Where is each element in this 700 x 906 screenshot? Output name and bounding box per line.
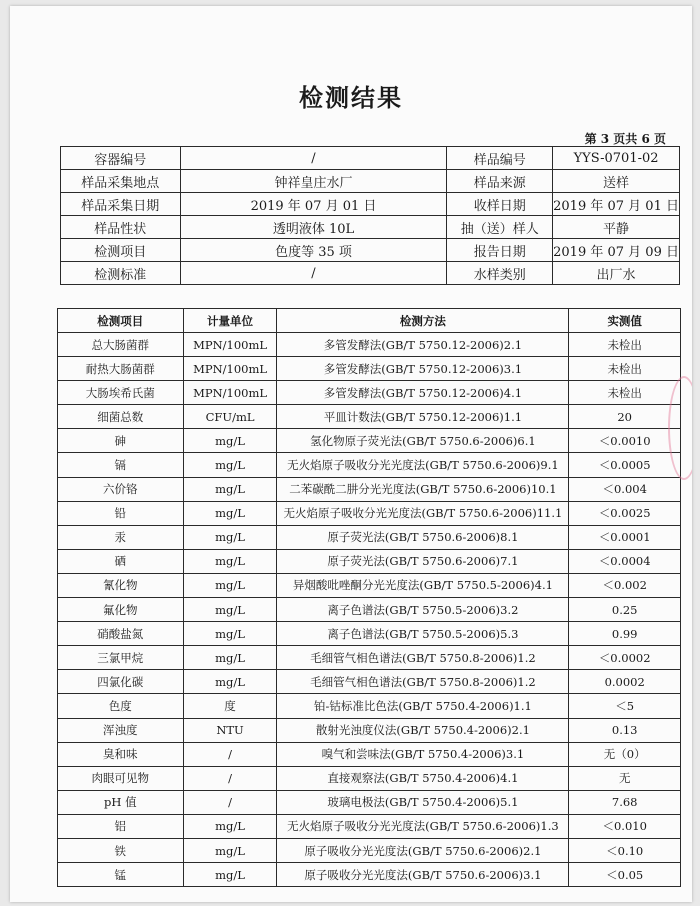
cell-value: 0.13: [569, 718, 681, 742]
cell-value: ＜0.0004: [569, 549, 681, 573]
cell-unit: /: [183, 766, 277, 790]
cell-item: 细菌总数: [58, 405, 184, 429]
info-row: [61, 216, 680, 239]
cell-value: ＜0.010: [569, 814, 681, 838]
info-value-right: 平静: [553, 216, 680, 239]
cell-unit: mg/L: [183, 525, 277, 549]
cell-item: 肉眼可见物: [58, 766, 184, 790]
cell-value: 未检出: [569, 381, 681, 405]
cell-item: 铅: [58, 501, 184, 525]
cell-unit: mg/L: [183, 453, 277, 477]
info-label-left: 检测项目: [61, 239, 181, 262]
table-row: [58, 694, 681, 718]
cell-value: 无: [569, 766, 681, 790]
table-row: [58, 405, 681, 429]
cell-unit: /: [183, 742, 277, 766]
cell-item: 硝酸盐氮: [58, 622, 184, 646]
sample-info-table: [60, 146, 680, 285]
cell-method: 嗅气和尝味法(GB/T 5750.4-2006)3.1: [277, 742, 569, 766]
cell-unit: mg/L: [183, 598, 277, 622]
header-unit: 计量单位: [183, 309, 277, 333]
info-row: [61, 147, 680, 170]
header-value: 实测值: [569, 309, 681, 333]
cell-value: ＜0.004: [569, 477, 681, 501]
info-row: [61, 193, 680, 216]
cell-method: 直接观察法(GB/T 5750.4-2006)4.1: [277, 766, 569, 790]
cell-value: ＜0.0010: [569, 429, 681, 453]
cell-item: 总大肠菌群: [58, 333, 184, 357]
table-row: [58, 622, 681, 646]
info-label-left: 检测标准: [61, 262, 181, 285]
table-row: [58, 670, 681, 694]
cell-method: 无火焰原子吸收分光光度法(GB/T 5750.6-2006)9.1: [277, 453, 569, 477]
info-label-right: 抽（送）样人: [447, 216, 553, 239]
cell-method: 平皿计数法(GB/T 5750.12-2006)1.1: [277, 405, 569, 429]
table-row: [58, 477, 681, 501]
cell-value: ＜5: [569, 694, 681, 718]
cell-method: 氢化物原子荧光法(GB/T 5750.6-2006)6.1: [277, 429, 569, 453]
cell-unit: mg/L: [183, 573, 277, 597]
cell-unit: MPN/100mL: [183, 381, 277, 405]
info-label-right: 水样类别: [447, 262, 553, 285]
info-value-left: /: [180, 262, 447, 285]
cell-method: 散射光浊度仪法(GB/T 5750.4-2006)2.1: [277, 718, 569, 742]
info-label-left: 样品性状: [61, 216, 181, 239]
table-row: [58, 838, 681, 862]
cell-value: 7.68: [569, 790, 681, 814]
cell-value: 20: [569, 405, 681, 429]
table-row: [58, 549, 681, 573]
info-value-right: 2019 年 07 月 01 日: [553, 193, 680, 216]
cell-item: 三氯甲烷: [58, 646, 184, 670]
table-row: [58, 742, 681, 766]
table-row: [58, 766, 681, 790]
cell-value: 0.99: [569, 622, 681, 646]
header-method: 检测方法: [277, 309, 569, 333]
cell-method: 无火焰原子吸收分光光度法(GB/T 5750.6-2006)11.1: [277, 501, 569, 525]
cell-value: ＜0.0002: [569, 646, 681, 670]
cell-item: 大肠埃希氏菌: [58, 381, 184, 405]
info-value-left: /: [180, 147, 447, 170]
info-value-right: 出厂水: [553, 262, 680, 285]
cell-method: 二苯碳酰二肼分光光度法(GB/T 5750.6-2006)10.1: [277, 477, 569, 501]
table-row: [58, 525, 681, 549]
cell-unit: mg/L: [183, 501, 277, 525]
info-label-right: 报告日期: [447, 239, 553, 262]
header-item: 检测项目: [58, 309, 184, 333]
cell-method: 多管发酵法(GB/T 5750.12-2006)2.1: [277, 333, 569, 357]
cell-method: 玻璃电极法(GB/T 5750.4-2006)5.1: [277, 790, 569, 814]
cell-value: 未检出: [569, 333, 681, 357]
cell-unit: mg/L: [183, 838, 277, 862]
info-value-right: 2019 年 07 月 09 日: [553, 239, 680, 262]
cell-unit: 度: [183, 694, 277, 718]
info-value-right: YYS-0701-02: [553, 147, 680, 170]
cell-item: 铝: [58, 814, 184, 838]
cell-item: 铁: [58, 838, 184, 862]
table-row: [58, 333, 681, 357]
table-row: [58, 501, 681, 525]
info-label-left: 样品采集地点: [61, 170, 181, 193]
cell-method: 铂-钴标准比色法(GB/T 5750.4-2006)1.1: [277, 694, 569, 718]
cell-unit: mg/L: [183, 863, 277, 887]
cell-unit: CFU/mL: [183, 405, 277, 429]
table-row: [58, 453, 681, 477]
cell-method: 原子吸收分光光度法(GB/T 5750.6-2006)3.1: [277, 863, 569, 887]
cell-value: 0.25: [569, 598, 681, 622]
table-row: [58, 863, 681, 887]
cell-unit: mg/L: [183, 549, 277, 573]
info-row: [61, 262, 680, 285]
table-row: [58, 790, 681, 814]
cell-value: 未检出: [569, 357, 681, 381]
info-value-left: 色度等 35 项: [180, 239, 447, 262]
cell-item: pH 值: [58, 790, 184, 814]
cell-item: 镉: [58, 453, 184, 477]
cell-method: 多管发酵法(GB/T 5750.12-2006)4.1: [277, 381, 569, 405]
table-row: [58, 381, 681, 405]
page-indicator: 第 3 页共 6 页: [584, 132, 666, 146]
cell-value: ＜0.05: [569, 863, 681, 887]
results-header-row: [58, 309, 681, 333]
cell-item: 浑浊度: [58, 718, 184, 742]
cell-method: 原子荧光法(GB/T 5750.6-2006)8.1: [277, 525, 569, 549]
info-label-right: 收样日期: [447, 193, 553, 216]
cell-method: 多管发酵法(GB/T 5750.12-2006)3.1: [277, 357, 569, 381]
cell-value: 0.0002: [569, 670, 681, 694]
cell-unit: mg/L: [183, 477, 277, 501]
table-row: [58, 357, 681, 381]
cell-item: 六价铬: [58, 477, 184, 501]
cell-unit: mg/L: [183, 622, 277, 646]
cell-value: ＜0.10: [569, 838, 681, 862]
cell-method: 无火焰原子吸收分光光度法(GB/T 5750.6-2006)1.3: [277, 814, 569, 838]
cell-method: 毛细管气相色谱法(GB/T 5750.8-2006)1.2: [277, 670, 569, 694]
info-value-left: 钟祥皇庄水厂: [180, 170, 447, 193]
info-value-left: 2019 年 07 月 01 日: [180, 193, 447, 216]
cell-unit: mg/L: [183, 429, 277, 453]
cell-item: 氟化物: [58, 598, 184, 622]
cell-method: 离子色谱法(GB/T 5750.5-2006)5.3: [277, 622, 569, 646]
info-value-right: 送样: [553, 170, 680, 193]
cell-item: 耐热大肠菌群: [58, 357, 184, 381]
table-row: [58, 814, 681, 838]
cell-unit: mg/L: [183, 814, 277, 838]
page-title: 检测结果: [299, 83, 403, 112]
info-row: [61, 170, 680, 193]
cell-unit: mg/L: [183, 646, 277, 670]
cell-method: 原子荧光法(GB/T 5750.6-2006)7.1: [277, 549, 569, 573]
info-label-left: 样品采集日期: [61, 193, 181, 216]
info-row: [61, 239, 680, 262]
info-label-right: 样品来源: [447, 170, 553, 193]
table-row: [58, 646, 681, 670]
cell-value: ＜0.0025: [569, 501, 681, 525]
cell-method: 原子吸收分光光度法(GB/T 5750.6-2006)2.1: [277, 838, 569, 862]
document-page: [10, 6, 692, 902]
cell-item: 硒: [58, 549, 184, 573]
cell-unit: NTU: [183, 718, 277, 742]
info-label-left: 容器编号: [61, 147, 181, 170]
cell-method: 异烟酸吡唑酮分光光度法(GB/T 5750.5-2006)4.1: [277, 573, 569, 597]
cell-unit: mg/L: [183, 670, 277, 694]
table-row: [58, 429, 681, 453]
cell-unit: /: [183, 790, 277, 814]
cell-item: 锰: [58, 863, 184, 887]
cell-value: ＜0.0001: [569, 525, 681, 549]
red-stamp-mark: [668, 376, 692, 480]
cell-method: 毛细管气相色谱法(GB/T 5750.8-2006)1.2: [277, 646, 569, 670]
table-row: [58, 718, 681, 742]
info-label-right: 样品编号: [447, 147, 553, 170]
cell-item: 四氯化碳: [58, 670, 184, 694]
cell-value: ＜0.002: [569, 573, 681, 597]
cell-unit: MPN/100mL: [183, 357, 277, 381]
results-table: [57, 308, 681, 887]
cell-item: 汞: [58, 525, 184, 549]
cell-item: 氰化物: [58, 573, 184, 597]
table-row: [58, 573, 681, 597]
table-row: [58, 598, 681, 622]
cell-item: 臭和味: [58, 742, 184, 766]
cell-unit: MPN/100mL: [183, 333, 277, 357]
cell-item: 色度: [58, 694, 184, 718]
cell-value: 无（0）: [569, 742, 681, 766]
cell-value: ＜0.0005: [569, 453, 681, 477]
info-value-left: 透明液体 10L: [180, 216, 447, 239]
cell-item: 砷: [58, 429, 184, 453]
cell-method: 离子色谱法(GB/T 5750.5-2006)3.2: [277, 598, 569, 622]
